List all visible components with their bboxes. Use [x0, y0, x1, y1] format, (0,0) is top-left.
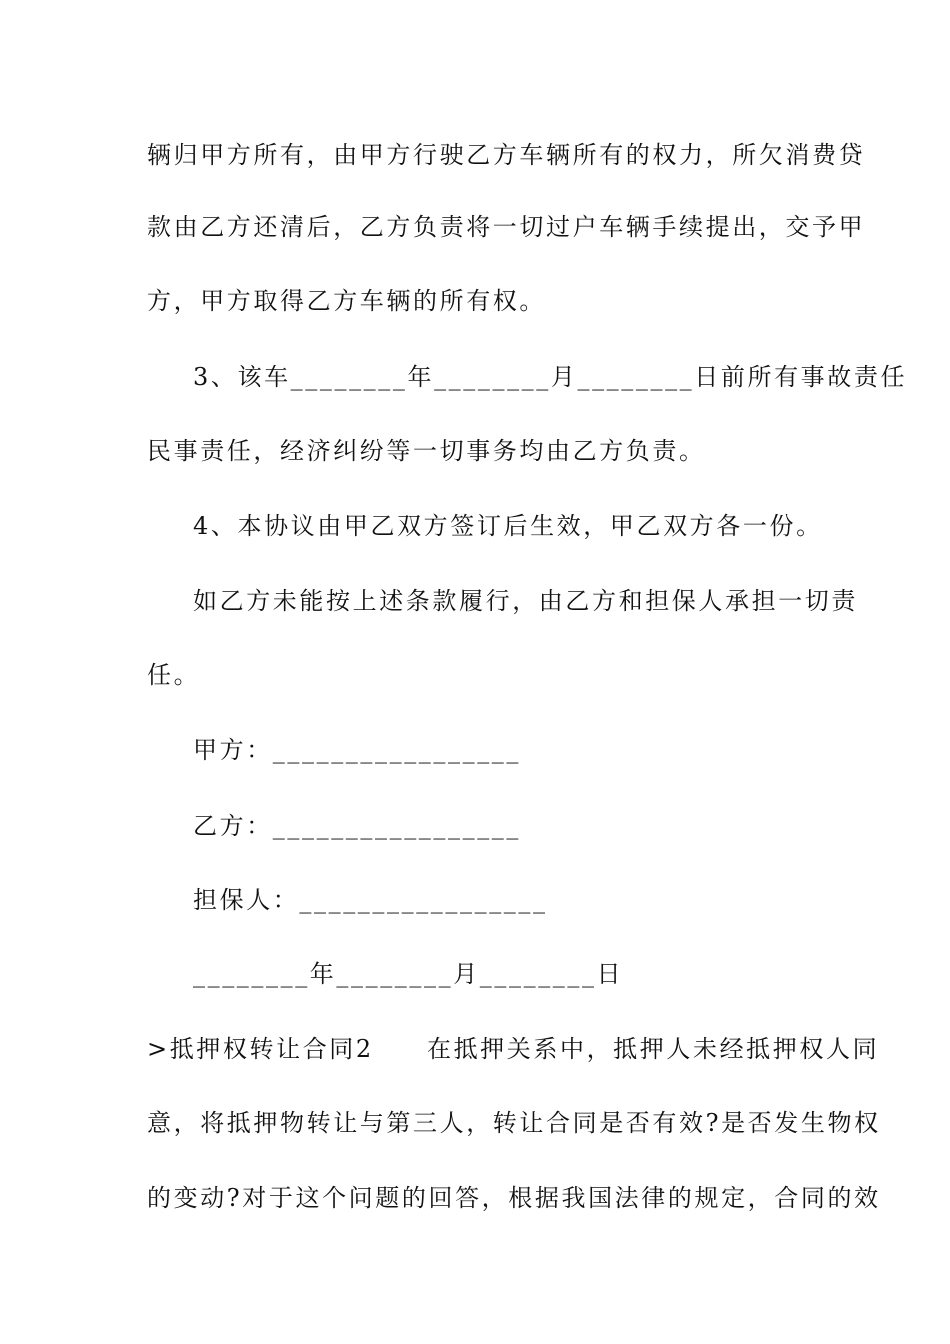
date-line: ________年________月________日	[193, 960, 624, 988]
text-line: 辆归甲方所有，由甲方行驶乙方车辆所有的权力，所欠消费贷	[147, 141, 866, 169]
signature-line-party-a: 甲方：_________________	[193, 736, 521, 764]
text-line: 的变动?对于这个问题的回答，根据我国法律的规定，合同的效	[147, 1184, 881, 1212]
text-line: 4、本协议由甲乙双方签订后生效，甲乙双方各一份。	[193, 512, 823, 540]
text-line: 3、该车________年________月________日前所有事故责任	[193, 363, 908, 391]
text-line: 民事责任，经济纠纷等一切事务均由乙方负责。	[147, 437, 706, 465]
text-line: 如乙方未能按上述条款履行，由乙方和担保人承担一切责	[193, 587, 858, 615]
signature-line-guarantor: 担保人：_________________	[193, 886, 548, 914]
text-line: 任。	[147, 661, 201, 689]
signature-line-party-b: 乙方：_________________	[193, 812, 521, 840]
text-line: 方，甲方取得乙方车辆的所有权。	[147, 287, 546, 315]
text-line: 意，将抵押物转让与第三人，转让合同是否有效?是否发生物权	[147, 1109, 881, 1137]
text-line: 款由乙方还清后，乙方负责将一切过户车辆手续提出，交予甲	[147, 213, 866, 241]
section-heading-line: >抵押权转让合同2 在抵押关系中，抵押人未经抵押权人同	[147, 1035, 880, 1063]
